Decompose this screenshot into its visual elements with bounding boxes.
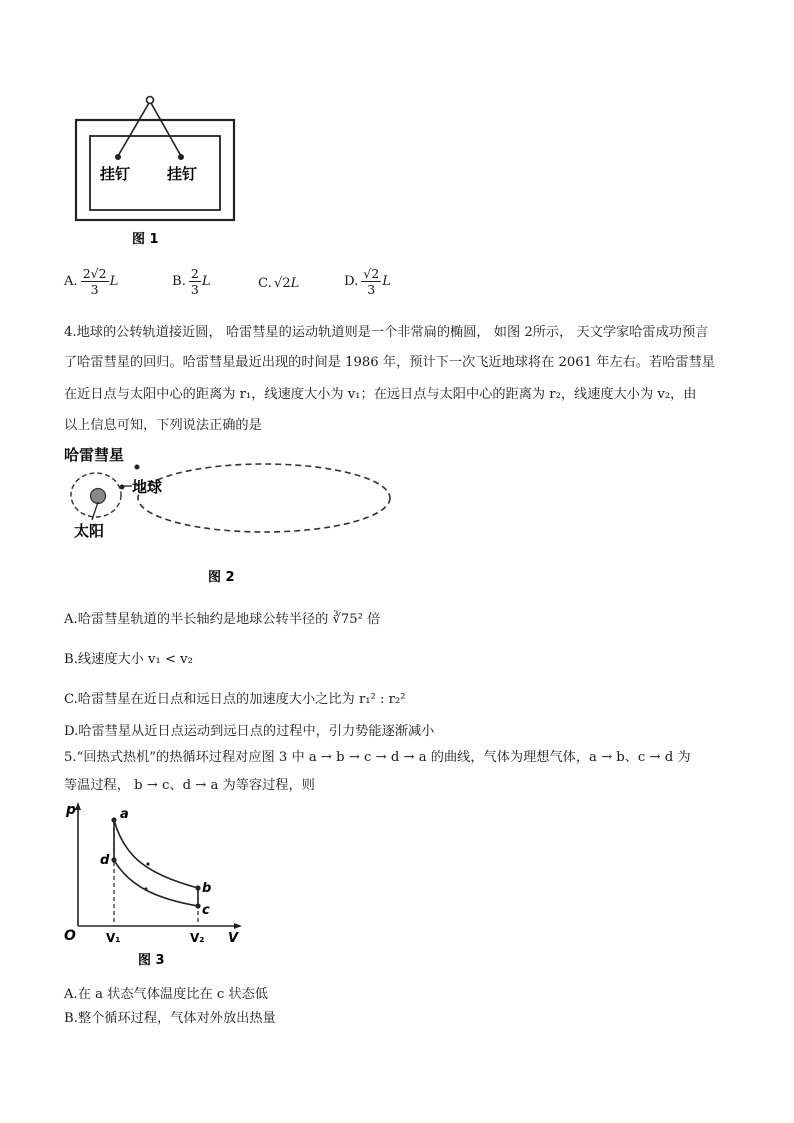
q3-option-a-fraction — [81, 266, 109, 297]
q4-option-b: B.线速度大小 v₁ < v₂ — [64, 652, 193, 667]
v1-label: V₁ — [106, 931, 121, 945]
q3-option-a-den: 3 — [90, 282, 99, 297]
figure-1-drawing — [60, 90, 260, 250]
sun-label: 太阳 — [74, 522, 105, 540]
figure-2-caption: 图 2 — [208, 570, 235, 585]
earth-dot — [120, 485, 125, 490]
arrow-mark-cd — [144, 887, 147, 890]
q5-line-2: 等温过程， b → c、d → a 为等容过程，则 — [64, 778, 315, 793]
figure-2 — [60, 440, 400, 590]
string-left — [118, 103, 149, 156]
v-axis-label: V — [228, 931, 239, 946]
q4-line-1: 4.地球的公转轨道接近圆， 哈雷彗星的运动轨道则是一个非常扁的椭圆， 如图 2所示， 天文学家哈雷成功预言 — [64, 325, 709, 340]
point-d-dot — [111, 857, 116, 862]
q4-option-c: C.哈雷彗星在近日点和远日点的加速度大小之比为 r₁² : r₂² — [64, 692, 406, 707]
hook-point — [147, 97, 154, 104]
p-axis-label: p — [66, 802, 77, 818]
nail-right-dot — [178, 154, 184, 160]
question-4 — [64, 318, 744, 440]
figure-2-drawing — [60, 440, 400, 590]
figure-3-caption: 图 3 — [138, 953, 165, 968]
q5-option-a: A.在 a 状态气体温度比在 c 状态低 — [64, 987, 268, 1002]
q4-option-a: A.哈雷彗星轨道的半长轴约是地球公转半径的 ∛75² 倍 — [64, 612, 381, 627]
isotherm-cd — [114, 860, 198, 906]
q3-option-b-num: 2 — [190, 266, 199, 281]
q5-line-1: 5.“回热式热机”的热循环过程对应图 3 中 a → b → c → d → a 的曲线，气体为理想气体，a → b、c → d 为 — [64, 750, 691, 765]
v2-label: V₂ — [190, 931, 205, 945]
q3-option-a — [64, 266, 118, 297]
v-axis-arrow — [234, 923, 242, 929]
figure-1-caption: 图 1 — [132, 232, 159, 247]
point-c-dot — [195, 903, 200, 908]
point-a-dot — [111, 817, 116, 822]
earth-label: 地球 — [132, 478, 163, 496]
question-5 — [64, 744, 744, 800]
q4-line-2: 了哈雷彗星的回归。哈雷彗星最近出现的时间是 1986 年，预计下一次飞近地球将在 2061 年左右。若哈雷彗星 — [64, 355, 715, 370]
q3-option-c — [258, 276, 299, 291]
comet-dot — [135, 465, 140, 470]
q3-option-a-num: 2√2 — [82, 266, 107, 281]
figure-3-drawing — [60, 800, 250, 972]
origin-label: O — [64, 928, 76, 944]
arrow-mark-ab — [146, 862, 149, 865]
nail-left-dot — [115, 154, 121, 160]
q3-option-c-var: L — [290, 276, 300, 291]
point-c-label: c — [202, 903, 210, 918]
comet-orbit — [138, 464, 390, 532]
isotherm-ab — [114, 820, 198, 888]
q3-option-a-label: A. — [64, 274, 78, 289]
q4-line-4: 以上信息可知，下列说法正确的是 — [64, 418, 262, 433]
point-b-label: b — [202, 881, 212, 896]
q3-option-d-num: √2 — [363, 266, 380, 281]
q3-option-d-var: L — [382, 274, 391, 289]
q4-line-3: 在近日点与太阳中心的距离为 r₁，线速度大小为 v₁；在远日点与太阳中心的距离为 r₂，线速度大小为 v₂，由 — [64, 387, 697, 402]
point-a-label: a — [120, 807, 129, 822]
sun-body — [91, 489, 106, 504]
figure-1 — [60, 90, 260, 250]
q3-option-d-den: 3 — [367, 282, 376, 297]
q3-option-b-var: L — [201, 274, 211, 289]
nail-left-label: 挂钉 — [100, 165, 131, 183]
point-b-dot — [195, 885, 200, 890]
q3-option-c-value: √2 — [273, 276, 291, 291]
q3-option-c-label: C. — [258, 276, 272, 291]
q5-option-b: B.整个循环过程，气体对外放出热量 — [64, 1011, 276, 1026]
q3-option-a-var: L — [109, 274, 119, 289]
q3-option-b — [172, 266, 211, 297]
q3-option-b-fraction — [189, 266, 201, 297]
q3-option-b-label: B. — [172, 274, 186, 289]
q3-option-d — [344, 266, 391, 297]
q3-option-d-label: D. — [344, 274, 359, 289]
q3-option-b-den: 3 — [190, 282, 199, 297]
point-d-label: d — [100, 853, 110, 868]
q3-option-d-fraction — [361, 266, 381, 297]
nail-right-label: 挂钉 — [167, 165, 198, 183]
string-right — [151, 103, 181, 156]
comet-label: 哈雷彗星 — [64, 446, 125, 464]
figure-3 — [60, 800, 250, 972]
q4-option-d: D.哈雷彗星从近日点运动到远日点的过程中，引力势能逐渐减小 — [64, 724, 435, 739]
